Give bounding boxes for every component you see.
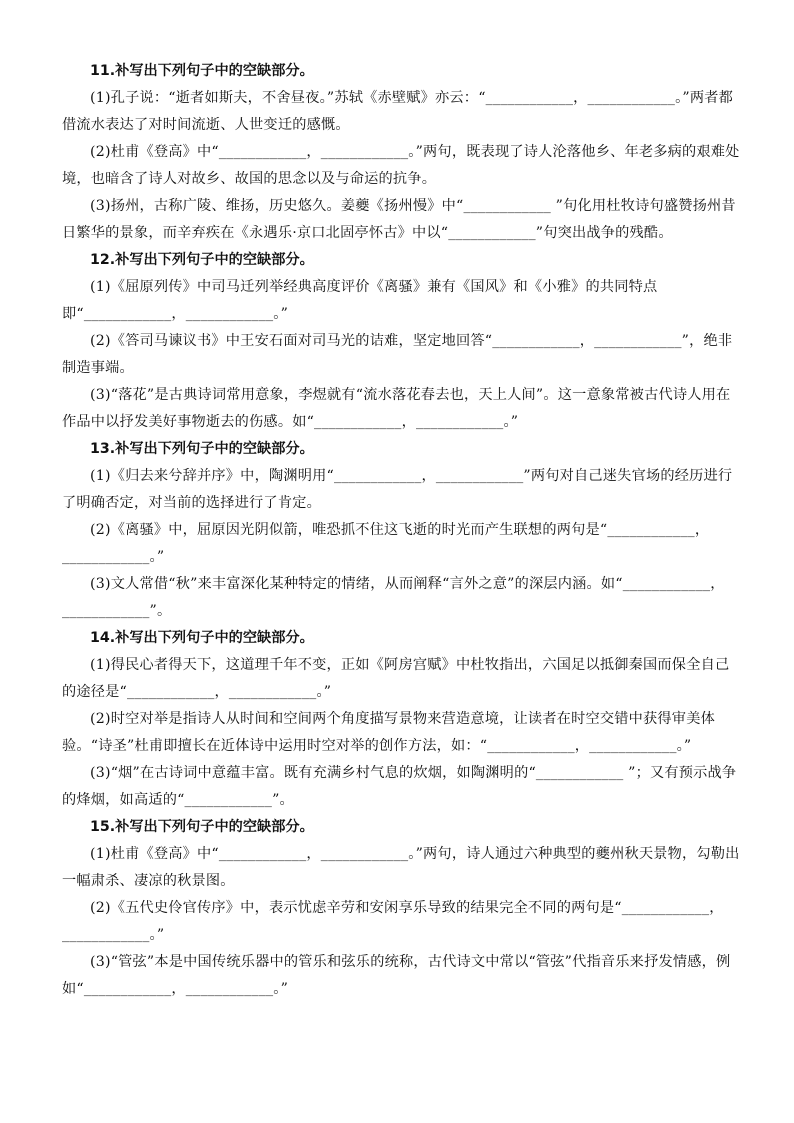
question-title: 13.补写出下列句子中的空缺部分。 <box>90 441 314 457</box>
question-item: (3)“烟”在古诗词中意蕴丰富。既有充满乡村气息的炊烟，如陶渊明的“____________ ”；又有预示战争的烽烟，如高适的“____________”。 <box>62 765 737 808</box>
question-15 <box>62 814 740 1003</box>
question-item: (1)杜甫《登高》中“____________，____________。”两句，诗人通过六种典型的夔州秋天景物，勾勒出一幅肃杀、凄凉的秋景图。 <box>62 846 740 889</box>
question-title: 15.补写出下列句子中的空缺部分。 <box>90 819 314 835</box>
document-page <box>62 58 740 1003</box>
question-item: (3)“管弦”本是中国传统乐器中的管乐和弦乐的统称，古代诗文中常以“管弦”代指音乐来抒发情感，例如“____________，____________。” <box>62 954 731 997</box>
question-12 <box>62 247 740 436</box>
question-title: 14.补写出下列句子中的空缺部分。 <box>90 630 314 646</box>
question-item: (3)扬州，古称广陵、维扬，历史悠久。姜夔《扬州慢》中“____________ ”句化用杜牧诗句盛赞扬州昔日繁华的景象，而辛弃疾在《永遇乐·京口北固亭怀古》中以“____________”句突出战争的残酷。 <box>62 198 736 241</box>
question-14 <box>62 625 740 814</box>
question-item: (3)文人常借“秋”来丰富深化某种特定的情绪，从而阐释“言外之意”的深层内涵。如“____________，____________”。 <box>62 576 725 619</box>
question-11 <box>62 58 740 247</box>
question-item: (2)《离骚》中，屈原因光阴似箭，唯恐抓不住这飞逝的时光而产生联想的两句是“____________，____________。” <box>62 522 710 565</box>
question-item: (2)时空对举是指诗人从时间和空间两个角度描写景物来营造意境，让读者在时空交错中获得审美体验。“诗圣”杜甫即擅长在近体诗中运用时空对举的创作方法，如：“____________，____________。” <box>62 711 715 754</box>
question-item: (3)“落花”是古典诗词常用意象，李煜就有“流水落花春去也，天上人间”。这一意象常被古代诗人用在作品中以抒发美好事物逝去的伤感。如“____________，____________。” <box>62 387 731 430</box>
question-item: (2)杜甫《登高》中“____________，____________。”两句，既表现了诗人沦落他乡、年老多病的艰难处境，也暗含了诗人对故乡、故国的思念以及与命运的抗争。 <box>62 144 740 187</box>
question-13 <box>62 436 740 625</box>
question-item: (1)《归去来兮辞并序》中，陶渊明用“____________，____________”两句对自己迷失官场的经历进行了明确否定，对当前的选择进行了肯定。 <box>62 468 733 511</box>
question-item: (1)孔子说：“逝者如斯夫，不舍昼夜。”苏轼《赤壁赋》亦云：“____________，____________。”两者都借流水表达了对时间流逝、人世变迁的感慨。 <box>62 90 733 133</box>
question-item: (1)得民心者得天下，这道理千年不变，正如《阿房宫赋》中杜牧指出，六国足以抵御秦国而保全自己的途径是“____________，____________。” <box>62 657 730 700</box>
question-title: 12.补写出下列句子中的空缺部分。 <box>90 252 314 268</box>
question-item: (2)《答司马谏议书》中王安石面对司马光的诘难，坚定地回答“____________，____________”，绝非制造事端。 <box>62 333 733 376</box>
question-item: (2)《五代史伶官传序》中，表示忧虑辛劳和安闲享乐导致的结果完全不同的两句是“____________，____________。” <box>62 900 724 943</box>
question-item: (1)《屈原列传》中司马迁列举经典高度评价《离骚》兼有《国风》和《小雅》的共同特点即“____________，____________。” <box>62 279 658 322</box>
question-title: 11.补写出下列句子中的空缺部分。 <box>90 63 314 79</box>
